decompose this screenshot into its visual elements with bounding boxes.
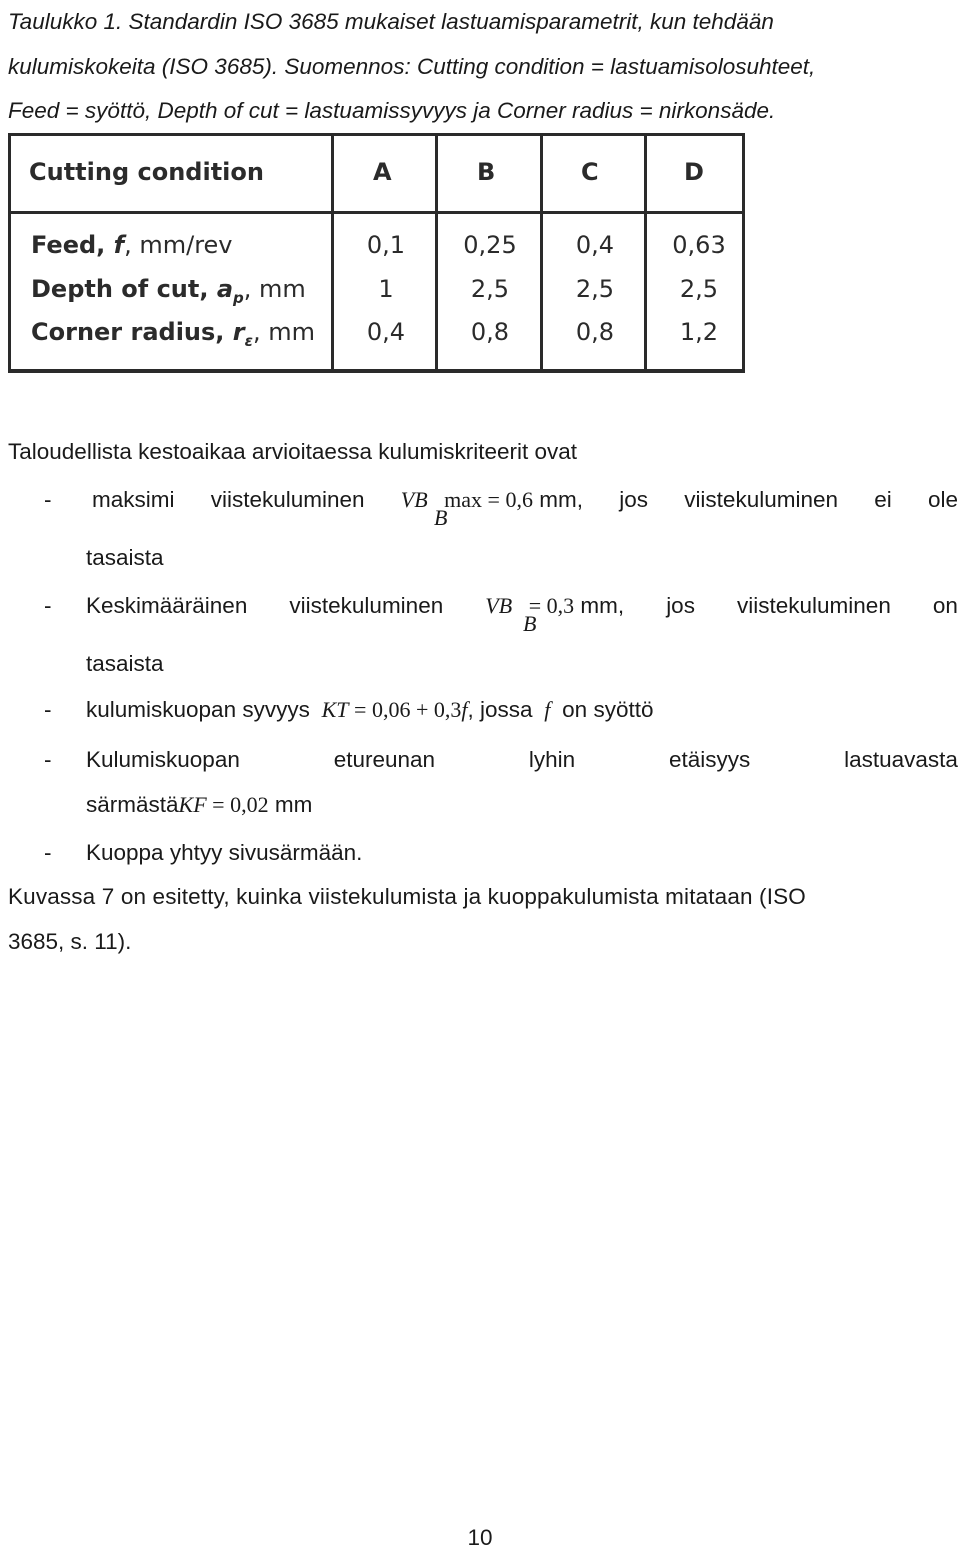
- table-header-divider: [11, 211, 742, 214]
- table-caption: [8, 0, 958, 134]
- table-row-label: Corner radius, $r_\varepsilon$, mm: [31, 318, 315, 350]
- table-cell: 0,4: [575, 231, 615, 259]
- table-cell: 0,63: [672, 231, 726, 259]
- list-dash: -: [44, 840, 52, 865]
- criterion-max-flank-wear: maksimi viistekuluminen VB max = 0,6 mm, jos viistekuluminen ei ole: [92, 487, 958, 512]
- closing-paragraph-line-2: 3685, s. 11).: [8, 929, 132, 954]
- criteria-intro: Taloudellista kestoaikaa arvioitaessa kulumiskriteerit ovat: [8, 439, 578, 464]
- table-header-label: Cutting condition: [29, 158, 264, 186]
- table-column-header: A: [373, 158, 392, 186]
- criterion-crater-depth: kulumiskuopan syvyys KT = 0,06 + 0,3f, jossa f on syöttö: [86, 697, 654, 722]
- list-dash: -: [44, 697, 52, 722]
- table-cell: 1: [378, 275, 394, 303]
- table-cell: 2,5: [470, 275, 510, 303]
- table-column-header: C: [581, 158, 599, 186]
- table-cell: 0,1: [366, 231, 406, 259]
- table-column-header: B: [477, 158, 496, 186]
- list-dash: -: [44, 593, 52, 618]
- list-dash: -: [44, 747, 52, 772]
- table-cell: 0,8: [470, 318, 510, 346]
- table-row-label: Feed, f, mm/rev: [31, 231, 233, 259]
- criterion-max-flank-wear-cont: tasaista: [86, 545, 164, 570]
- table-row-label: Depth of cut, $a_p$, mm: [31, 275, 306, 307]
- criterion-avg-flank-wear-cont: tasaista: [86, 651, 164, 676]
- caption-line-2: kulumiskokeita (ISO 3685). Suomennos: Cutting condition = lastuamisolosuhteet,: [8, 53, 816, 79]
- list-dash: -: [44, 487, 52, 512]
- caption-line-3: Feed = syöttö, Depth of cut = lastuamissyvyys ja Corner radius = nirkonsäde.: [8, 98, 776, 123]
- caption-line-1: Taulukko 1. Standardin ISO 3685 mukaiset lastuamisparametrit, kun tehdään: [8, 9, 774, 34]
- table-cell: 1,2: [679, 318, 719, 346]
- table-cell: 2,5: [679, 275, 719, 303]
- criterion-crater-joins-edge: Kuoppa yhtyy sivusärmään.: [86, 840, 363, 865]
- table-cell: 2,5: [575, 275, 615, 303]
- page-number: 10: [467, 1525, 493, 1550]
- table-cell: 0,4: [366, 318, 406, 346]
- table-column-header: D: [684, 158, 704, 186]
- criterion-crater-front-distance-cont: särmästäKF = 0,02 mm: [86, 792, 313, 817]
- closing-paragraph-line-1: Kuvassa 7 on esitetty, kuinka viistekulumista ja kuoppakulumista mitataan (ISO: [8, 884, 806, 909]
- table-cell: 0,8: [575, 318, 615, 346]
- criterion-crater-front-distance: Kulumiskuopan etureunan lyhin etäisyys lastuavasta: [86, 747, 958, 772]
- cutting-conditions-table: [8, 133, 745, 373]
- criterion-avg-flank-wear: Keskimääräinen viistekuluminen VB = 0,3 mm, jos viistekuluminen on: [86, 593, 958, 618]
- table-cell: 0,25: [463, 231, 517, 259]
- math-subscript: B: [523, 611, 537, 636]
- math-subscript: B: [434, 505, 448, 530]
